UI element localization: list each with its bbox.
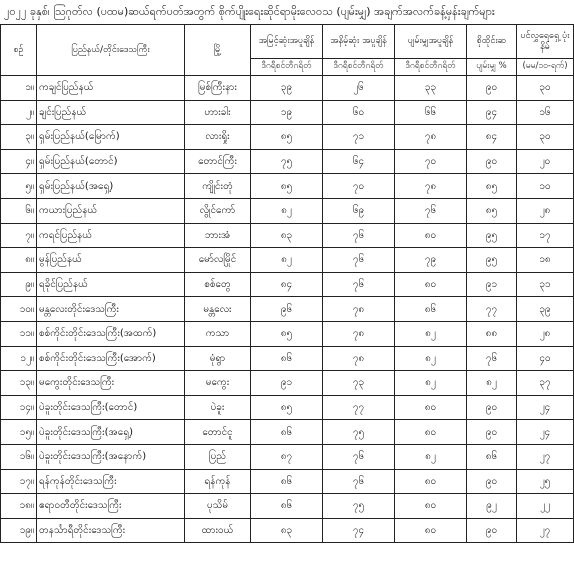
forecast-table xyxy=(0,24,574,543)
table-row xyxy=(1,297,574,322)
rain-cell: ၂၈ xyxy=(517,321,574,346)
table-row xyxy=(1,518,574,543)
region-cell: မွန်ပြည်နယ် xyxy=(37,248,185,273)
table-row xyxy=(1,125,574,150)
town-cell: ဟားခါး xyxy=(185,100,251,125)
rain-cell: ၃၀ xyxy=(517,76,574,101)
town-cell: ကျိုင်းတုံ xyxy=(185,174,251,199)
town-cell: မြစ်ကြီးနား xyxy=(185,76,251,101)
max-temp-cell: ၇၅ xyxy=(251,149,323,174)
avg-temp-cell: ၈၂ xyxy=(395,371,467,396)
table-row xyxy=(1,248,574,273)
row-number: ၁၉။ xyxy=(1,518,37,543)
humidity-cell: ၉၀ xyxy=(467,469,517,494)
town-cell: ထားဝယ် xyxy=(185,518,251,543)
humidity-cell: ၉၁ xyxy=(467,272,517,297)
min-temp-cell: ၇၆ xyxy=(323,223,395,248)
avg-temp-cell: ၇၉ xyxy=(395,248,467,273)
humidity-cell: ၉၀ xyxy=(467,420,517,445)
min-temp-cell: ၇၇ xyxy=(323,395,395,420)
max-temp-cell: ၁၉ xyxy=(251,100,323,125)
rain-cell: ၂၇ xyxy=(517,518,574,543)
humidity-cell: ၉၀ xyxy=(467,395,517,420)
max-temp-cell: ၈၂ xyxy=(251,198,323,223)
town-cell: ပုသိမ် xyxy=(185,494,251,519)
table-row xyxy=(1,198,574,223)
unit-avg: ဒီဂရီစင်တီဂရိတ် xyxy=(395,59,467,76)
town-cell: လွိုင်ကော် xyxy=(185,198,251,223)
rain-cell: ၃၁ xyxy=(517,272,574,297)
max-temp-cell: ၉၆ xyxy=(251,297,323,322)
min-temp-cell: ၇၁ xyxy=(323,125,395,150)
humidity-cell: ၈၄ xyxy=(467,125,517,150)
town-cell: ရန်ကုန် xyxy=(185,469,251,494)
row-number: ၁၃။ xyxy=(1,371,37,396)
humidity-cell: ၉၅ xyxy=(467,223,517,248)
table-row xyxy=(1,494,574,519)
header-max-temp: အမြင့်ဆုံးအပူချိန် xyxy=(251,25,323,59)
max-temp-cell: ၈၃ xyxy=(251,223,323,248)
town-cell: လားရှိုး xyxy=(185,125,251,150)
min-temp-cell: ၇၆ xyxy=(323,248,395,273)
min-temp-cell: ၆၉ xyxy=(323,198,395,223)
region-cell: ကချင်ပြည်နယ် xyxy=(37,76,185,101)
row-number: ၆။ xyxy=(1,198,37,223)
min-temp-cell: ၇၈ xyxy=(323,321,395,346)
row-number: ၁၂။ xyxy=(1,346,37,371)
max-temp-cell: ၃၉ xyxy=(251,76,323,101)
min-temp-cell: ၆၄ xyxy=(323,149,395,174)
avg-temp-cell: ၈၆ xyxy=(395,297,467,322)
max-temp-cell: ၈၆ xyxy=(251,346,323,371)
min-temp-cell: ၇၈ xyxy=(323,346,395,371)
table-row xyxy=(1,174,574,199)
town-cell: တောင်ကြီး xyxy=(185,149,251,174)
rain-cell: ၁၇ xyxy=(517,223,574,248)
region-cell: ရန်ကုန်တိုင်းဒေသကြီး xyxy=(37,469,185,494)
humidity-cell: ၉၀ xyxy=(467,149,517,174)
humidity-cell: ၉၄ xyxy=(467,100,517,125)
row-number: ၂။ xyxy=(1,100,37,125)
region-cell: ချင်းပြည်နယ် xyxy=(37,100,185,125)
humidity-cell: ၈၂ xyxy=(467,371,517,396)
region-cell: မန္တလေးတိုင်းဒေသကြီး xyxy=(37,297,185,322)
humidity-cell: ၉၀ xyxy=(467,76,517,101)
min-temp-cell: ၇၆ xyxy=(323,272,395,297)
region-cell: ကယားပြည်နယ် xyxy=(37,198,185,223)
min-temp-cell: ၇၆ xyxy=(323,444,395,469)
row-number: ၄။ xyxy=(1,149,37,174)
table-row xyxy=(1,76,574,101)
avg-temp-cell: ၈၀ xyxy=(395,420,467,445)
town-cell: တောင်ငူ xyxy=(185,420,251,445)
avg-temp-cell: ၈၂ xyxy=(395,321,467,346)
rain-cell: ၂၀ xyxy=(517,149,574,174)
table-row xyxy=(1,321,574,346)
avg-temp-cell: ၈၀ xyxy=(395,223,467,248)
rain-cell: ၁၀ xyxy=(517,174,574,199)
region-cell: ဧရာဝတီတိုင်းဒေသကြီး xyxy=(37,494,185,519)
max-temp-cell: ၈၄ xyxy=(251,272,323,297)
town-cell: ပြည် xyxy=(185,444,251,469)
max-temp-cell: ၈၅ xyxy=(251,395,323,420)
humidity-cell: ၈၈ xyxy=(467,321,517,346)
row-number: ၁။ xyxy=(1,76,37,101)
row-number: ၁၀။ xyxy=(1,297,37,322)
table-row xyxy=(1,100,574,125)
table-row xyxy=(1,149,574,174)
row-number: ၁၇။ xyxy=(1,469,37,494)
header-town: မြို့ xyxy=(185,25,251,76)
min-temp-cell: ၇၅ xyxy=(323,420,395,445)
town-cell: စစ်တွေ xyxy=(185,272,251,297)
min-temp-cell: ၇၄ xyxy=(323,518,395,543)
header-avg-temp: ပျမ်းမျှအပူချိန် xyxy=(395,25,467,59)
town-cell: မော်လမြိုင် xyxy=(185,248,251,273)
max-temp-cell: ၈၃ xyxy=(251,518,323,543)
min-temp-cell: ၇၅ xyxy=(323,494,395,519)
max-temp-cell: ၉၁ xyxy=(251,371,323,396)
region-cell: စစ်ကိုင်းတိုင်းဒေသကြီး(အောက်) xyxy=(37,346,185,371)
humidity-cell: ၈၅ xyxy=(467,198,517,223)
max-temp-cell: ၈၆ xyxy=(251,494,323,519)
rain-cell: ၂၄ xyxy=(517,420,574,445)
table-row xyxy=(1,444,574,469)
row-number: ၉။ xyxy=(1,272,37,297)
table-row xyxy=(1,346,574,371)
avg-temp-cell: ၃၃ xyxy=(395,76,467,101)
town-cell: ဘားအံ xyxy=(185,223,251,248)
humidity-cell: ၉၂ xyxy=(467,494,517,519)
unit-humidity: ပျမ်းမျှ % xyxy=(467,59,517,76)
table-row xyxy=(1,420,574,445)
rain-cell: ၁၈ xyxy=(517,248,574,273)
header-humidity: စိုထိုင်းဆ xyxy=(467,25,517,59)
rain-cell: ၂၈ xyxy=(517,198,574,223)
row-number: ၇။ xyxy=(1,223,37,248)
region-cell: ပဲခူးတိုင်းဒေသကြီး(အရှေ့) xyxy=(37,420,185,445)
region-cell: စစ်ကိုင်းတိုင်းဒေသကြီး(အထက်) xyxy=(37,321,185,346)
page-title: ၂၀၂၂ ခုနှစ်၊ ဩဂုတ်လ (ပထမ)ဆယ်ရက်ပတ်အတွက် စိုက်ပျိုးရေးဆိုင်ရာမိုးလေဝသ (ပျမ်းမျှ) အချက်အလက်ခန့်မှန်းချက်များ xyxy=(4,5,495,18)
rain-cell: ၃၇ xyxy=(517,371,574,396)
region-cell: ပဲခူးတိုင်းဒေသကြီး(အနောက်) xyxy=(37,444,185,469)
avg-temp-cell: ၈၂ xyxy=(395,346,467,371)
header-no: စဉ် xyxy=(1,25,37,76)
avg-temp-cell: ၈၀ xyxy=(395,494,467,519)
row-number: ၃။ xyxy=(1,125,37,150)
header-min-temp: အနိမ့်ဆုံး အပူချိန် xyxy=(323,25,395,59)
table-row xyxy=(1,371,574,396)
avg-temp-cell: ၈၀ xyxy=(395,272,467,297)
avg-temp-cell: ၈၀ xyxy=(395,395,467,420)
humidity-cell: ၈၆ xyxy=(467,444,517,469)
town-cell: ပဲခူး xyxy=(185,395,251,420)
row-number: ၁၆။ xyxy=(1,444,37,469)
town-cell: မုံရွာ xyxy=(185,346,251,371)
avg-temp-cell: ၈၀ xyxy=(395,469,467,494)
region-cell: မကွေးတိုင်းဒေသကြီး xyxy=(37,371,185,396)
town-cell: မန္တလေး xyxy=(185,297,251,322)
rain-cell: ၃၉ xyxy=(517,297,574,322)
row-number: ၁၈။ xyxy=(1,494,37,519)
rain-cell: ၁၆ xyxy=(517,100,574,125)
town-cell: မကွေး xyxy=(185,371,251,396)
unit-min: ဒီဂရီစင်တီဂရိတ် xyxy=(323,59,395,76)
row-number: ၈။ xyxy=(1,248,37,273)
header-rain: ပင်လွှရေရှေ့ ပုံးနိမ် xyxy=(517,25,574,59)
min-temp-cell: ၇၃ xyxy=(323,371,395,396)
region-cell: ရှမ်းပြည်နယ်(တောင်) xyxy=(37,149,185,174)
row-number: ၅။ xyxy=(1,174,37,199)
max-temp-cell: ၈၅ xyxy=(251,174,323,199)
rain-cell: ၂၄ xyxy=(517,395,574,420)
avg-temp-cell: ၆၆ xyxy=(395,100,467,125)
table-row xyxy=(1,395,574,420)
avg-temp-cell: ၈၂ xyxy=(395,444,467,469)
rain-cell: ၂၇ xyxy=(517,444,574,469)
table-row xyxy=(1,223,574,248)
avg-temp-cell: ၇၈ xyxy=(395,125,467,150)
region-cell: ပဲခူးတိုင်းဒေသကြီး(တောင်) xyxy=(37,395,185,420)
rain-cell: ၂၂ xyxy=(517,494,574,519)
rain-cell: ၃၀ xyxy=(517,125,574,150)
min-temp-cell: ၇၀ xyxy=(323,174,395,199)
table-row xyxy=(1,272,574,297)
rain-cell: ၂၅ xyxy=(517,469,574,494)
unit-max: ဒီဂရီစင်တီဂရိတ် xyxy=(251,59,323,76)
row-number: ၁၅။ xyxy=(1,420,37,445)
region-cell: တနင်္သာရီတိုင်းဒေသကြီး xyxy=(37,518,185,543)
min-temp-cell: ၇၆ xyxy=(323,469,395,494)
region-cell: ရှမ်းပြည်နယ်(အရှေ့) xyxy=(37,174,185,199)
avg-temp-cell: ၇၆ xyxy=(395,198,467,223)
max-temp-cell: ၈၂ xyxy=(251,248,323,273)
region-cell: ကရင်ပြည်နယ် xyxy=(37,223,185,248)
max-temp-cell: ၈၆ xyxy=(251,420,323,445)
region-cell: ရှမ်းပြည်နယ်(မြောက်) xyxy=(37,125,185,150)
humidity-cell: ၇၇ xyxy=(467,297,517,322)
humidity-cell: ၉၀ xyxy=(467,518,517,543)
max-temp-cell: ၈၅ xyxy=(251,125,323,150)
max-temp-cell: ၈၆ xyxy=(251,469,323,494)
humidity-cell: ၉၅ xyxy=(467,248,517,273)
max-temp-cell: ၈၇ xyxy=(251,444,323,469)
min-temp-cell: ၂၆ xyxy=(323,76,395,101)
row-number: ၁၄။ xyxy=(1,395,37,420)
humidity-cell: ၇၆ xyxy=(467,346,517,371)
unit-rain: (မမ/၁၀-ရက်) xyxy=(517,59,574,76)
humidity-cell: ၈၅ xyxy=(467,174,517,199)
min-temp-cell: ၇၈ xyxy=(323,297,395,322)
header-region: ပြည်နယ်/တိုင်းဒေသကြီး xyxy=(37,25,185,76)
row-number: ၁၁။ xyxy=(1,321,37,346)
table-row xyxy=(1,469,574,494)
town-cell: ကသာ xyxy=(185,321,251,346)
max-temp-cell: ၈၅ xyxy=(251,321,323,346)
rain-cell: ၄၀ xyxy=(517,346,574,371)
avg-temp-cell: ၈၀ xyxy=(395,518,467,543)
avg-temp-cell: ၇၈ xyxy=(395,174,467,199)
avg-temp-cell: ၇၀ xyxy=(395,149,467,174)
region-cell: ရခိုင်ပြည်နယ် xyxy=(37,272,185,297)
min-temp-cell: ၆၀ xyxy=(323,100,395,125)
